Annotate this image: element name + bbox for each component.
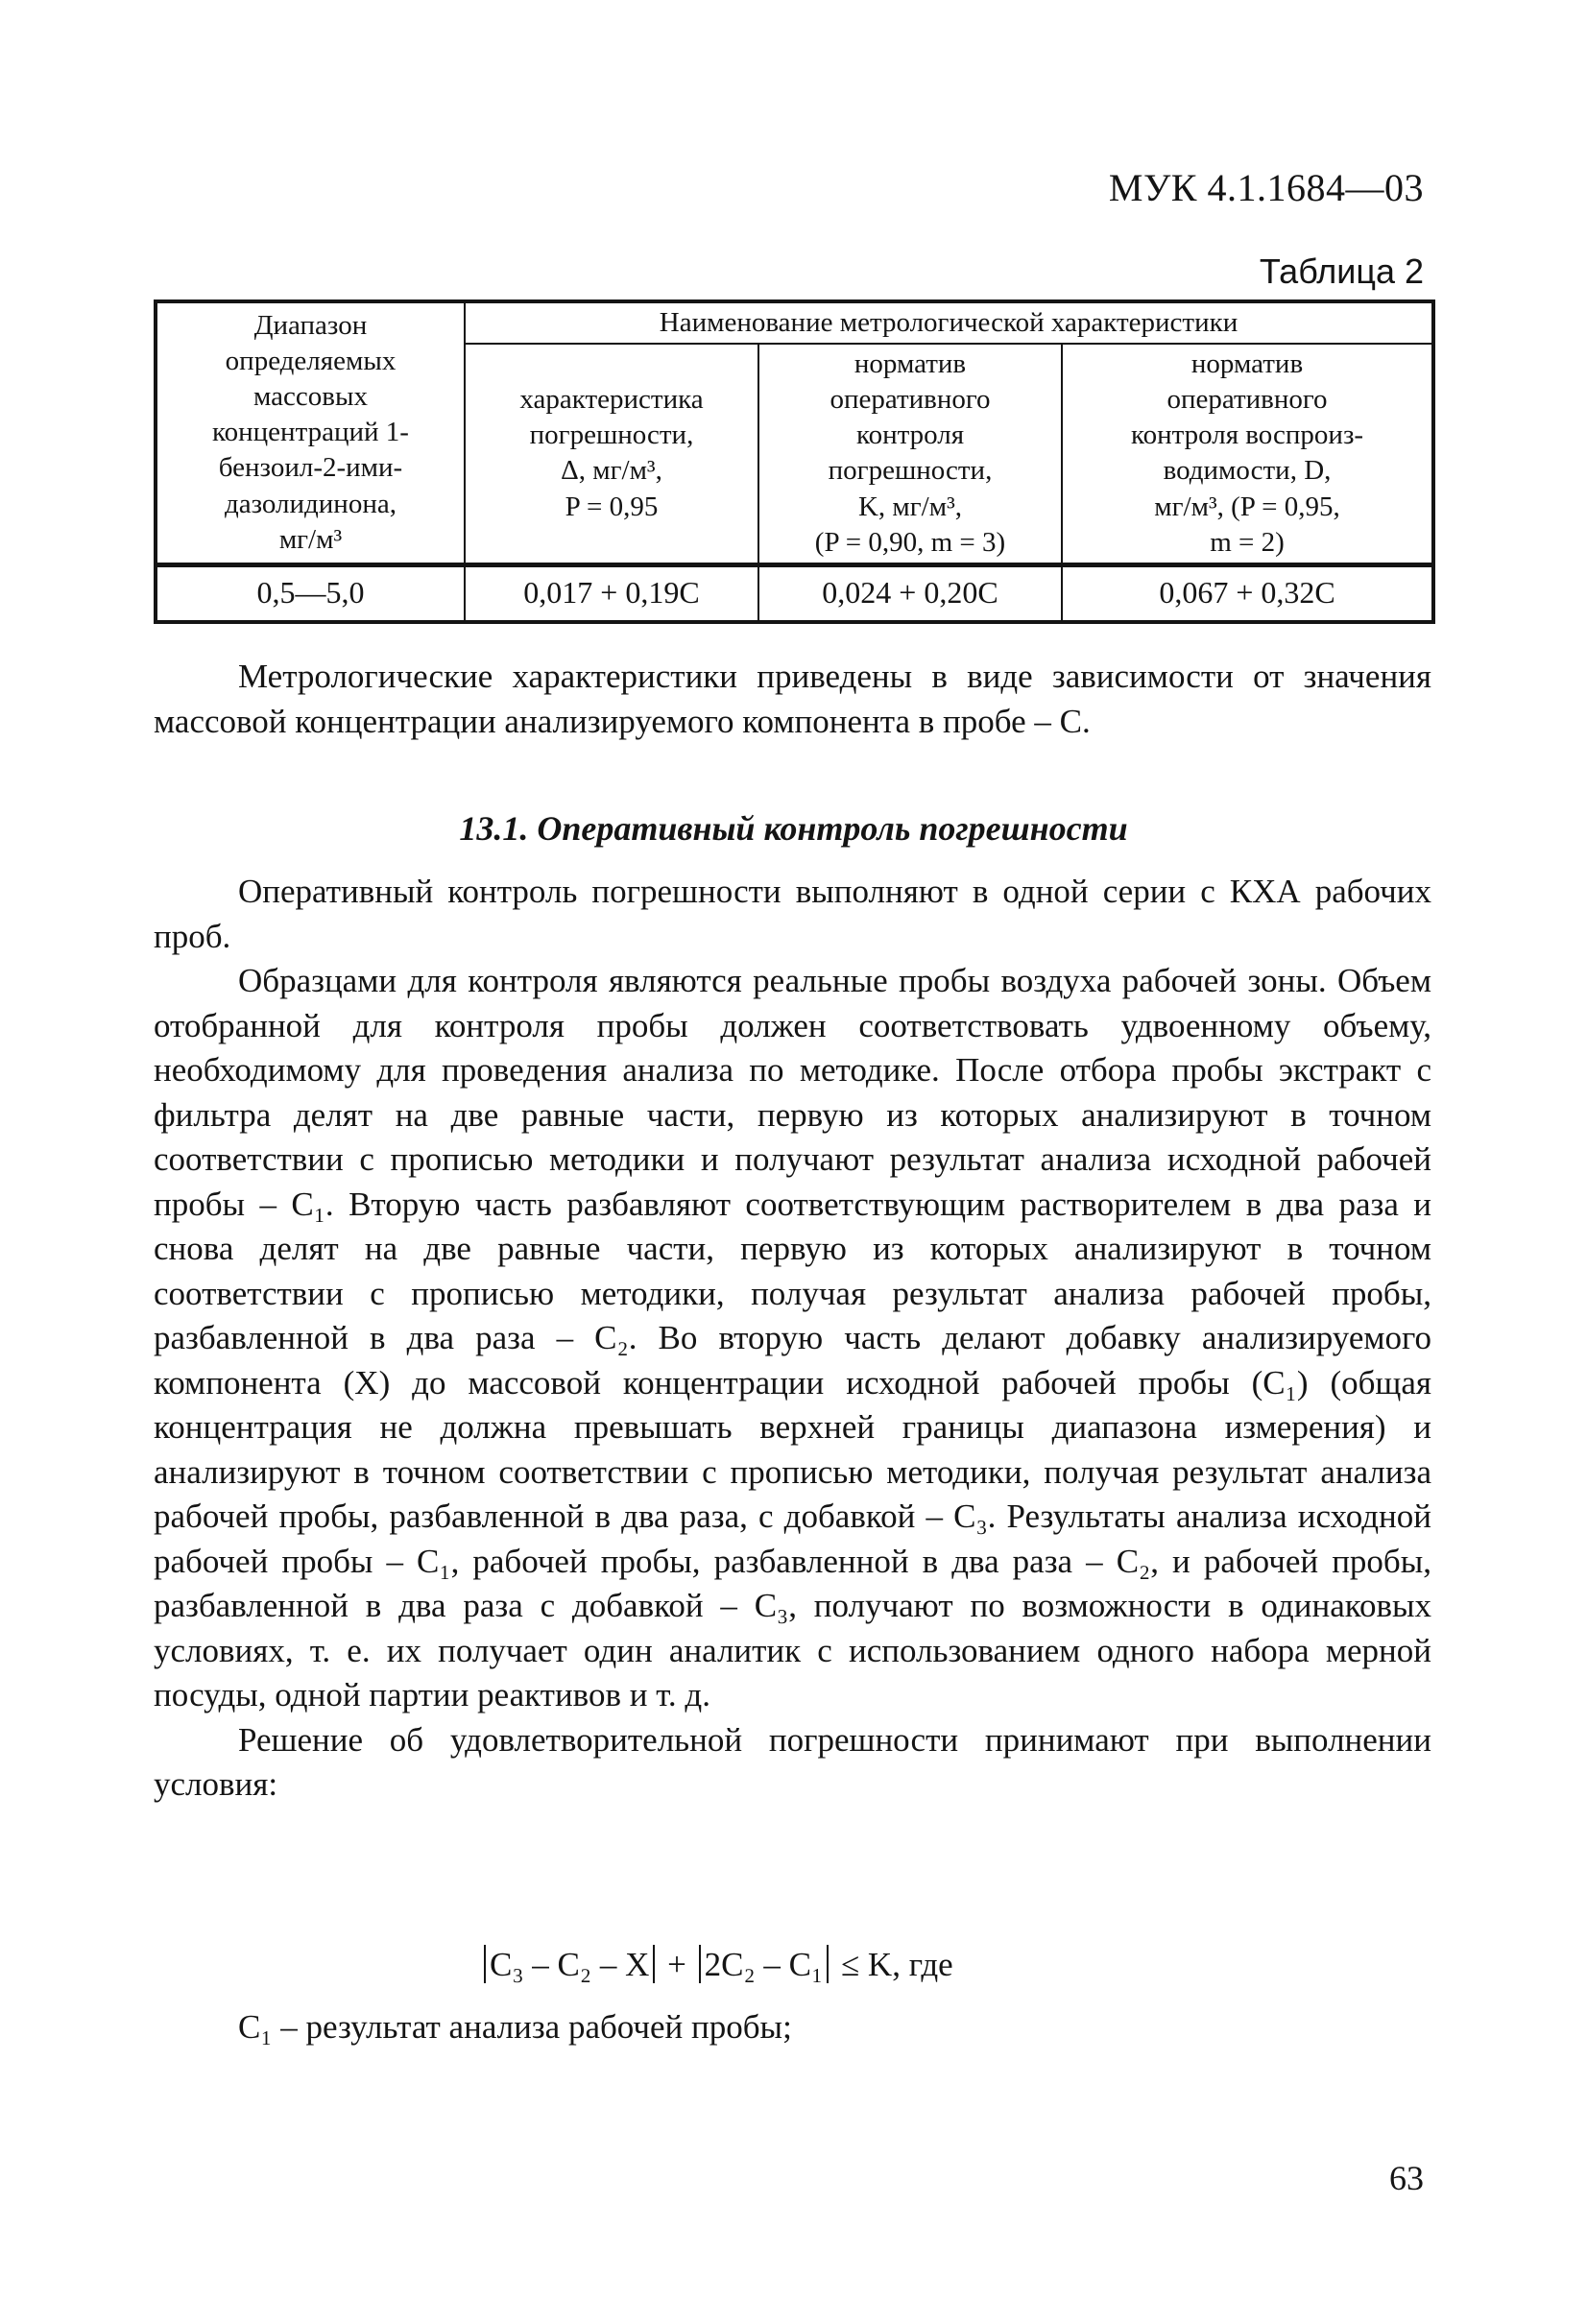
header-line: водимости, D,: [1163, 455, 1332, 487]
header-line: контроля: [855, 419, 965, 451]
formula: [480, 1945, 953, 1984]
delta-header-cell: [465, 344, 758, 564]
header-line: определяемых: [225, 346, 397, 377]
header-line: Диапазон: [253, 310, 368, 341]
header-line: массовых: [253, 381, 368, 413]
header-line: дазолидинона,: [225, 488, 397, 519]
formula-plus: +: [667, 1946, 686, 1983]
paragraph-1: Оперативный контроль погрешности выполняют в одной серии с КХА рабочих проб.: [154, 873, 1431, 955]
intro-block: [154, 655, 1431, 744]
abs-bar: [484, 1945, 486, 1983]
header-line: (P = 0,90, m = 3): [814, 526, 1006, 558]
table-row: [156, 564, 1433, 621]
header-line: контроля воспроиз-: [1130, 419, 1364, 451]
header-line: погрешности,: [828, 455, 993, 487]
paragraph-2: Образцами для контроля являются реальные пробы воздуха рабочей зоны. Объем отобранной для контроля пробы должен соответствовать удвоенному объему, необходимому для проведения анализа по методике. После отбора пробы экстракт с фильтра делят на две равные части, первую из которых анализируют в точном соответствии с прописью методики и получают результат анализа исходной рабочей пробы – C₁. Вторую часть разбавляют соответствующим растворителем в два раза и снова делят на две равные части, первую из которых анализируют в точном соответствии с прописью методики, получая результат анализа рабочей пробы, разбавленной в два раза – C₂. Во вторую часть делают добавку анализируемого компонента (X) до массовой концентрации исходной рабочей пробы (C₁) (общая концентрация не должна превышать верхней границы диапазона измерения) и анализируют в точном соответствии с прописью методики, получая результат анализа рабочей пробы, разбавленной в два раза, с добавкой – C₃. Результаты анализа исходной рабочей пробы – C₁, рабочей пробы, разбавленной в два раза – C₂, и рабочей пробы, разбавленной в два раза с добавкой – C₃, получают по возможности в одинаковых условиях, т. е. их получает один аналитик с использованием одного набора мерной посуды, одной партии реактивов и т. д.: [154, 962, 1431, 1713]
abs-bar: [699, 1945, 701, 1983]
paragraph-3: Решение об удовлетворительной погрешности принимают при выполнении условия:: [154, 1720, 1431, 1803]
k-header: [765, 347, 1055, 561]
document-code: МУК 4.1.1684—03: [1108, 166, 1424, 209]
delta-cell: 0,017 + 0,19C: [465, 564, 758, 621]
header-line: концентраций 1-: [212, 417, 409, 448]
range-header-cell: [156, 301, 465, 564]
header-line: K, мг/м³,: [857, 491, 963, 522]
header-line: норматив: [854, 348, 967, 380]
abs-bar: [653, 1945, 655, 1983]
header-line: оперативного: [1166, 384, 1328, 416]
d-header: [1069, 347, 1426, 561]
header-line: P = 0,95: [565, 491, 659, 522]
metrology-table: [154, 299, 1435, 624]
abs-bar: [827, 1945, 829, 1983]
header-line: погрешности,: [529, 419, 694, 451]
header-line: норматив: [1190, 348, 1304, 380]
group-header-cell: Наименование метрологической характеристики: [465, 301, 1433, 344]
k-cell: 0,024 + 0,20C: [758, 564, 1062, 621]
section-heading: 13.1. Оперативный контроль погрешности: [459, 809, 1128, 848]
range-header: [163, 308, 458, 558]
header-line: Δ, мг/м³,: [561, 455, 662, 487]
header-line: бензоил-2-ими-: [218, 452, 403, 484]
intro-paragraph: Метрологические характеристики приведены в виде зависимости от значения массовой концентрации анализируемого компонента в пробе – C.: [154, 658, 1431, 740]
c1-definition: C₁ – результат анализа рабочей пробы;: [238, 2008, 792, 2046]
main-text: [154, 870, 1431, 1808]
header-line: оперативного: [830, 384, 991, 416]
k-header-cell: [758, 344, 1062, 564]
range-cell: 0,5—5,0: [156, 564, 465, 621]
header-line: мг/м³, (P = 0,95,: [1154, 491, 1340, 522]
page-number: 63: [1389, 2159, 1424, 2197]
formula-left: C₃ – C₂ – X: [490, 1946, 650, 1983]
header-line: характеристика: [519, 384, 704, 416]
formula-right: 2C₂ – C₁: [704, 1946, 824, 1983]
d-header-cell: [1062, 344, 1433, 564]
header-line: m = 2): [1210, 526, 1285, 558]
delta-header: [471, 382, 752, 524]
header-line: мг/м³: [278, 523, 343, 555]
d-cell: 0,067 + 0,32C: [1062, 564, 1433, 621]
table-label: Таблица 2: [1259, 252, 1424, 291]
formula-tail: ≤ K, где: [840, 1946, 953, 1983]
